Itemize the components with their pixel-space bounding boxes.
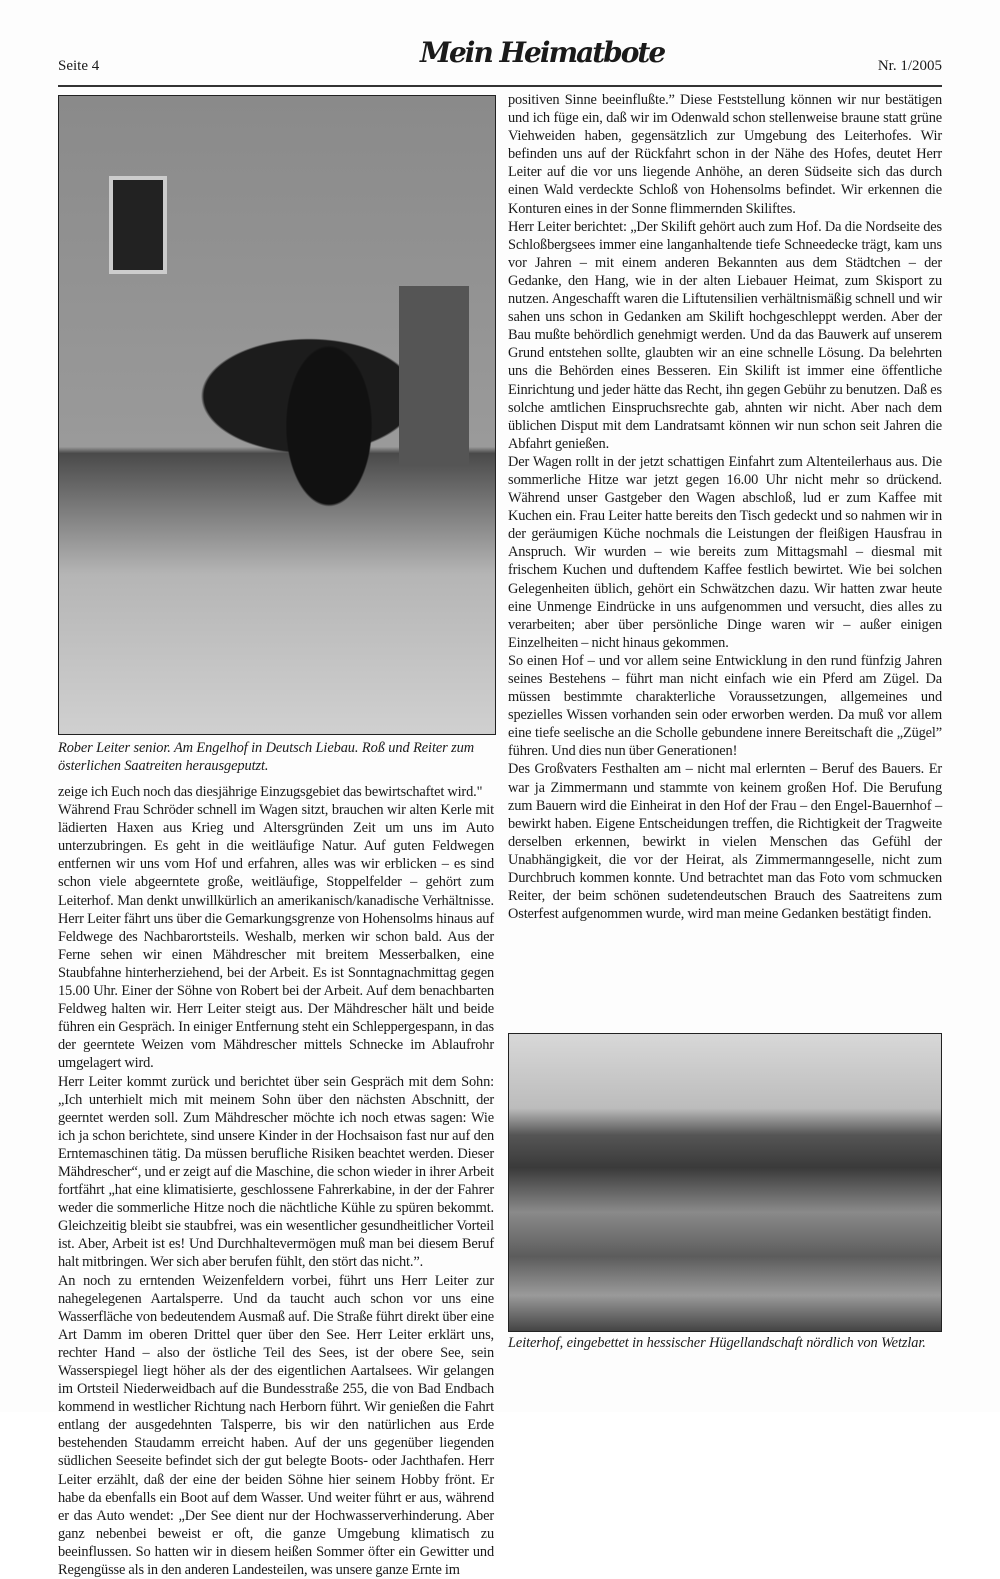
right-column: [508, 91, 942, 923]
left-column: [58, 783, 494, 1579]
landscape-photo-caption: Leiterhof, eingebettet in hessischer Hügellandschaft nördlich von Wetzlar.: [508, 1335, 926, 1351]
paragraph: positiven Sinne beeinflußte.” Diese Feststellung können wir nur bestätigen und ich füge ein, daß wir im Odenwald schon stellenweise braune statt grüne Viehweiden haben, gegensätzlich zur Umgebung des Leiterhofes. Wir befinden uns auf der Rückfahrt schon in der Nähe des Hofes, deutet Herr Leiter auf die vor uns liegende Anhöhe, an deren Südseite sich das durch einen Wald verdeckte Schloß von Hohensolms befindet. Wir erkennen die Konturen eines in der Sonne flimmernden Skiliftes.: [508, 92, 942, 217]
paragraph: Herr Leiter kommt zurück und berichtet über sein Gespräch mit dem Sohn: „Ich unterhielt mich mit meinem Sohn über den nächsten Abschnitt, der geerntet werden soll. Zum Mähdrescher möchte ich noch etwas sagen: Wie ich ja schon berichtete, sind unsere Kinder in der Hochsaison fast nur auf den Erntemaschinen tätig. Da müssen berufliche Risiken beachtet werden. Dieser Mähdrescher“, und er zeigt auf die Maschine, die schon wieder in ihrer Arbeit fortfährt „hat eine klimatisierte, geschlossene Fahrerkabine, in der der Fahrer weder die sommerliche Hitze noch die nächtliche Kühle zu spüren bekommt. Gleichzeitig bleibt sie staubfrei, was ein wesentlicher gesundheitlicher Vorteil ist. Aber, Arbeit ist es! Und Durchhaltevermögen muß man bei diesem Beruf halt mitbringen. Wer sich aber berufen fühlt, den stört das nicht.”.: [58, 1073, 494, 1271]
paragraph: Des Großvaters Festhalten am – nicht mal erlernten – Beruf des Bauers. Er war ja Zimmermann und stammte von keinem großen Hof. Die Berufung zum Bauern wird die Einheirat in den Hof der Frau – den Engel-Bauernhof – bewirkt haben. Eigene Entscheidungen treffen, die Richtigkeit der Tragweite derselben erkennen, bewirkt in vielen Menschen das Gefühl der Unabhängigkeit, die vor der Heirat, als Zimmermanngeselle, nicht zum Durchbruch kommen konnte. Und betrachtet man das Foto vom schmucken Reiter, der beim schönen sudetendeutschen Brauch des Saatreitens zum Osterfest aufgenommen wurde, wird man meine Gedanken bestätigt finden.: [508, 761, 942, 923]
header-rule: [58, 85, 942, 87]
rider-photo-caption: Rober Leiter senior. Am Engelhof in Deutsch Liebau. Roß und Reiter zum österlichen Saatreiten herausgeputzt.: [58, 740, 475, 774]
issue-number: Nr. 1/2005: [877, 58, 942, 74]
paragraph: zeige ich Euch noch das diesjährige Einzugsgebiet das bewirtschaftet wird.": [58, 784, 483, 800]
rider-photo: [58, 95, 496, 735]
paragraph: An noch zu erntenden Weizenfeldern vorbei, führt uns Herr Leiter zur nahegelegenen Aartalsperre. Und da taucht auch schon vor uns eine Wasserfläche von bedeutendem Ausmaß auf. Die Straße führt direkt über eine Art Damm im oberen Drittel quer über den See. Herr Leiter erklärt uns, rechter Hand – also der östliche Teil des Sees, ist der obere See, sein Wasserspiegel liegt höher als der des eigentlichen Aartalsees. Wir gelangen im Ortsteil Niederweidbach auf die Bundesstraße 255, die von Bad Endbach kommend in westlicher Richtung nach Herborn führt. Wir genießen die Fahrt entlang der ausgedehnten Talsperre, bis wir den natürlichen aus Erde bestehenden Staudamm erreicht haben. Auf der uns gegenüber liegenden südlichen Seeseite befindet sich der gut belegte Boots- oder Jachthafen. Herr Leiter erzählt, daß der eine der beiden Söhne hier seinem Hobby frönt. Er habe da ebenfalls ein Boot auf dem Wasser. Und weiter führt er aus, während er das Auto wendet: „Der See dient nur der Hochwasserverhinderung. Aber ganz nebenbei beweist er oft, die ganze Umgebung klimatisch zu beeinflussen. So hatten wir in diesem heißen Sommer öfter ein Gewitter und Regengüsse als in den anderen Landesteilen, was unsere ganze Ernte im: [58, 1272, 494, 1579]
paragraph: So einen Hof – und vor allem seine Entwicklung in den rund fünfzig Jahren seines Bestehens – führt man nicht einfach wie ein Pferd am Zügel. Da müssen bestimmte charakterliche Voraussetzungen, allgemeines und spezielles Wissen vorhanden sein oder erworben werden. Da muß vor allem eine tiefe seelische an die Scholle gebundene innere Bereitschaft die „Zügel” führen. Und dies nun über Generationen!: [508, 652, 942, 760]
paragraph: Während Frau Schröder schnell im Wagen sitzt, brauchen wir alten Kerle mit lädierten Haxen aus Krieg und Altersgründen Zeit um uns im Auto unterzubringen. Es geht in die weitläufige Natur. Auf guten Feldwegen entfernen wir uns vom Hof und erfahren, alles was wir erblicken – es sind schon viele abgeerntete große, weitläufige, Stoppelfelder – gehört zum Leiterhof. Man denkt unwillkürlich an amerikanisch/kanadische Verhältnisse. Herr Leiter fährt uns über die Gemarkungsgrenze von Hohensolms hinaus auf Feldwege des Nachbarortsteils. Weshalb, merken wir schon bald. Aus der Ferne sehen wir einen Mähdrescher mit breitem Messerbalken, eine Staubfahne hinterherziehend, bei der Arbeit. Es ist Sonntagnachmittag gegen 15.00 Uhr. Einer der Söhne von Robert bei der Arbeit. Auf dem benachbarten Feldweg halten wir. Herr Leiter steigt aus. Der Mähdrescher hält und beide führen ein Gespräch. In einiger Entfernung steht ein Schleppergespann, in das der geerntete Weizen vom Mähdrescher mittels Schnecke im Ablaufrohr umgelagert wird.: [58, 802, 494, 1072]
paragraph: Der Wagen rollt in der jetzt schattigen Einfahrt zum Altenteilerhaus aus. Die sommerliche Hitze war jetzt gegen 16.00 Uhr nicht mehr so drückend. Während unser Gastgeber den Wagen abschloß, lud er zum Kaffee mit Kuchen ein. Frau Leiter hatte bereits den Tisch gedeckt und so nahmen wir in der geräumigen Küche nochmals die Leistungen der fleißigen Hausfrau in Anspruch. Wir wurden – wie bereits zum Mittagsmahl – diesmal mit frischem Kuchen und duftendem Kaffee festlich bewirtet. Wie bei solchen Gelegenheiten üblich, gehört ein Schwätzchen dazu. Wir hatten zwar heute eine Unmenge Eindrücke in uns aufgenommen und versucht, dies alles zu verarbeiten; aber über persönliche Dinge waren wir – außer einigen Einzelheiten – nicht hinaus gekommen.: [508, 453, 942, 651]
masthead-logo: Mein Heimatbote: [420, 36, 665, 69]
paragraph: Herr Leiter berichtet: „Der Skilift gehört auch zum Hof. Da die Nordseite des Schloßbergsees immer eine langanhaltende tiefe Schneedecke trägt, kam uns vor Jahren – mit einem anderen Bekannten aus dem Städtchen – der Gedanke, den Hang, wie in der alten Liebauer Heimat, zum Skisport zu nutzen. Angeschafft waren die Liftutensilien verhältnismäßig schnell und wir sahen uns schon in Gedanken am Skilift hochgeschleppt werden. Aber der Bau mußte behördlich genehmigt werden. Und da das Bauwerk auf unserem Grund entstehen sollte, glaubten wir an eine schnelle Lösung. Da belehrten uns die Behörden eines Besseren. Ein Skilift ist immer eine öffentliche Einrichtung und jeder hätte das Recht, ihn gegen Gebühr zu benutzen. Daß es solche amtlichen Einspruchsrechte gab, ahnten wir nicht. Aber nach dem üblichen Disput mit dem Landratsamt können wir nun schon seit Jahren die Abfahrt genießen.: [508, 218, 942, 452]
landscape-photo: [508, 1033, 942, 1332]
page-number: Seite 4: [58, 58, 100, 74]
